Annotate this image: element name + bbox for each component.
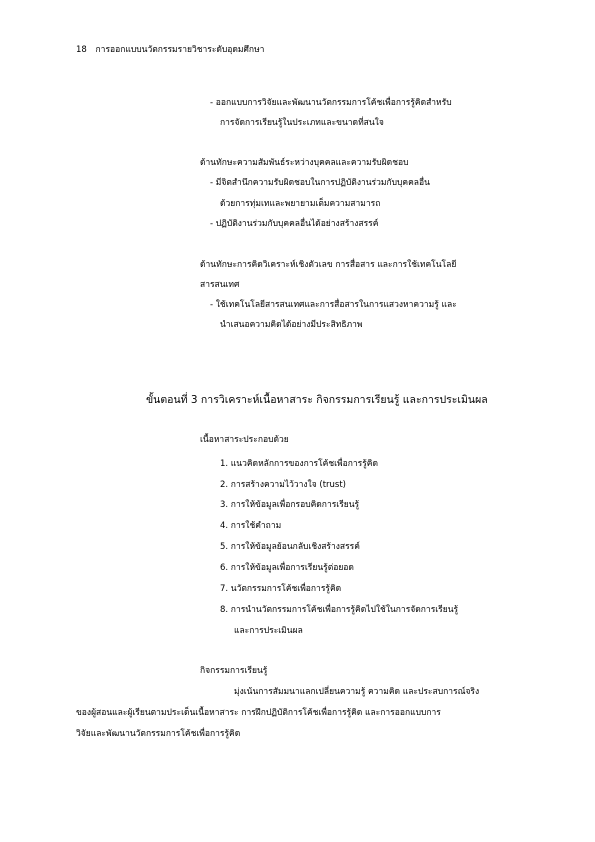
content-item-8: 8. การนำนวัตกรรมการโค้ชเพื่อการรู้คิดไปใช้ในการจัดการเรียนรู้	[220, 605, 459, 615]
s2-title: ด้านทักษะความสัมพันธ์ระหว่างบุคคลและความรับผิดชอบ	[200, 158, 409, 168]
step3-heading: ขั้นตอนที่ 3 การวิเคราะห์เนื้อหาสาระ กิจกรรมการเรียนรู้ และการประเมินผล	[146, 394, 488, 406]
s1-bullet1-line1: - ออกแบบการวิจัยและพัฒนานวัตกรรมการโค้ชเพื่อการรู้คิดสำหรับ	[210, 98, 452, 108]
activities-para-line3: วิจัยและพัฒนานวัตกรรมการโค้ชเพื่อการรู้คิด	[76, 729, 241, 739]
content-item-3: 3. การให้ข้อมูลเพื่อกรอบคิดการเรียนรู้	[220, 500, 360, 510]
s3-bullet1-line1: - ใช้เทคโนโลยีสารสนเทศและการสื่อสารในการแสวงหาความรู้ และ	[210, 300, 457, 310]
content-item-8-line2: และการประเมินผล	[234, 626, 303, 636]
s2-bullet2: - ปฏิบัติงานร่วมกับบุคคลอื่นได้อย่างสร้างสรรค์	[210, 219, 379, 229]
content-item-6: 6. การให้ข้อมูลเพื่อการเรียนรู้ต่อยอด	[220, 563, 354, 573]
s2-bullet1-line1: - มีจิตสำนึกความรับผิดชอบในการปฏิบัติงานร่วมกับบุคคลอื่น	[210, 178, 430, 188]
content-item-4: 4. การใช้คำถาม	[220, 521, 282, 531]
content-title: เนื้อหาสาระประกอบด้วย	[200, 435, 289, 445]
content-item-1: 1. แนวคิดหลักการของการโค้ชเพื่อการรู้คิด	[220, 459, 378, 469]
activities-title: กิจกรรมการเรียนรู้	[200, 666, 268, 676]
s3-bullet1-line2: นำเสนอความคิดได้อย่างมีประสิทธิภาพ	[220, 320, 363, 330]
activities-para-line1: มุ่งเน้นการสัมมนาแลกเปลี่ยนความรู้ ความคิด และประสบการณ์จริง	[234, 687, 480, 697]
content-item-7: 7. นวัตกรรมการโค้ชเพื่อการรู้คิด	[220, 584, 342, 594]
s3-title-line1: ด้านทักษะการคิดวิเคราะห์เชิงตัวเลข การสื่อสาร และการใช้เทคโนโลยี	[200, 260, 457, 270]
content-item-5: 5. การให้ข้อมูลย้อนกลับเชิงสร้างสรรค์	[220, 542, 360, 552]
s3-title-line2: สารสนเทศ	[200, 280, 240, 290]
page-number: 18	[76, 45, 87, 55]
page-header	[76, 42, 264, 56]
content-item-2: 2. การสร้างความไว้วางใจ (trust)	[220, 480, 346, 490]
s2-bullet1-line2: ด้วยการทุ่มเทและพยายามเต็มความสามารถ	[220, 199, 381, 209]
activities-para-line2: ของผู้สอนและผู้เรียนตามประเด็นเนื้อหาสาระ การฝึกปฏิบัติการโค้ชเพื่อการรู้คิด และการออกแบบการ	[76, 708, 441, 718]
s1-bullet1-line2: การจัดการเรียนรู้ในประเภทและขนาดที่สนใจ	[220, 118, 384, 128]
running-title: การออกแบบนวัตกรรมรายวิชาระดับอุดมศึกษา	[95, 45, 265, 55]
